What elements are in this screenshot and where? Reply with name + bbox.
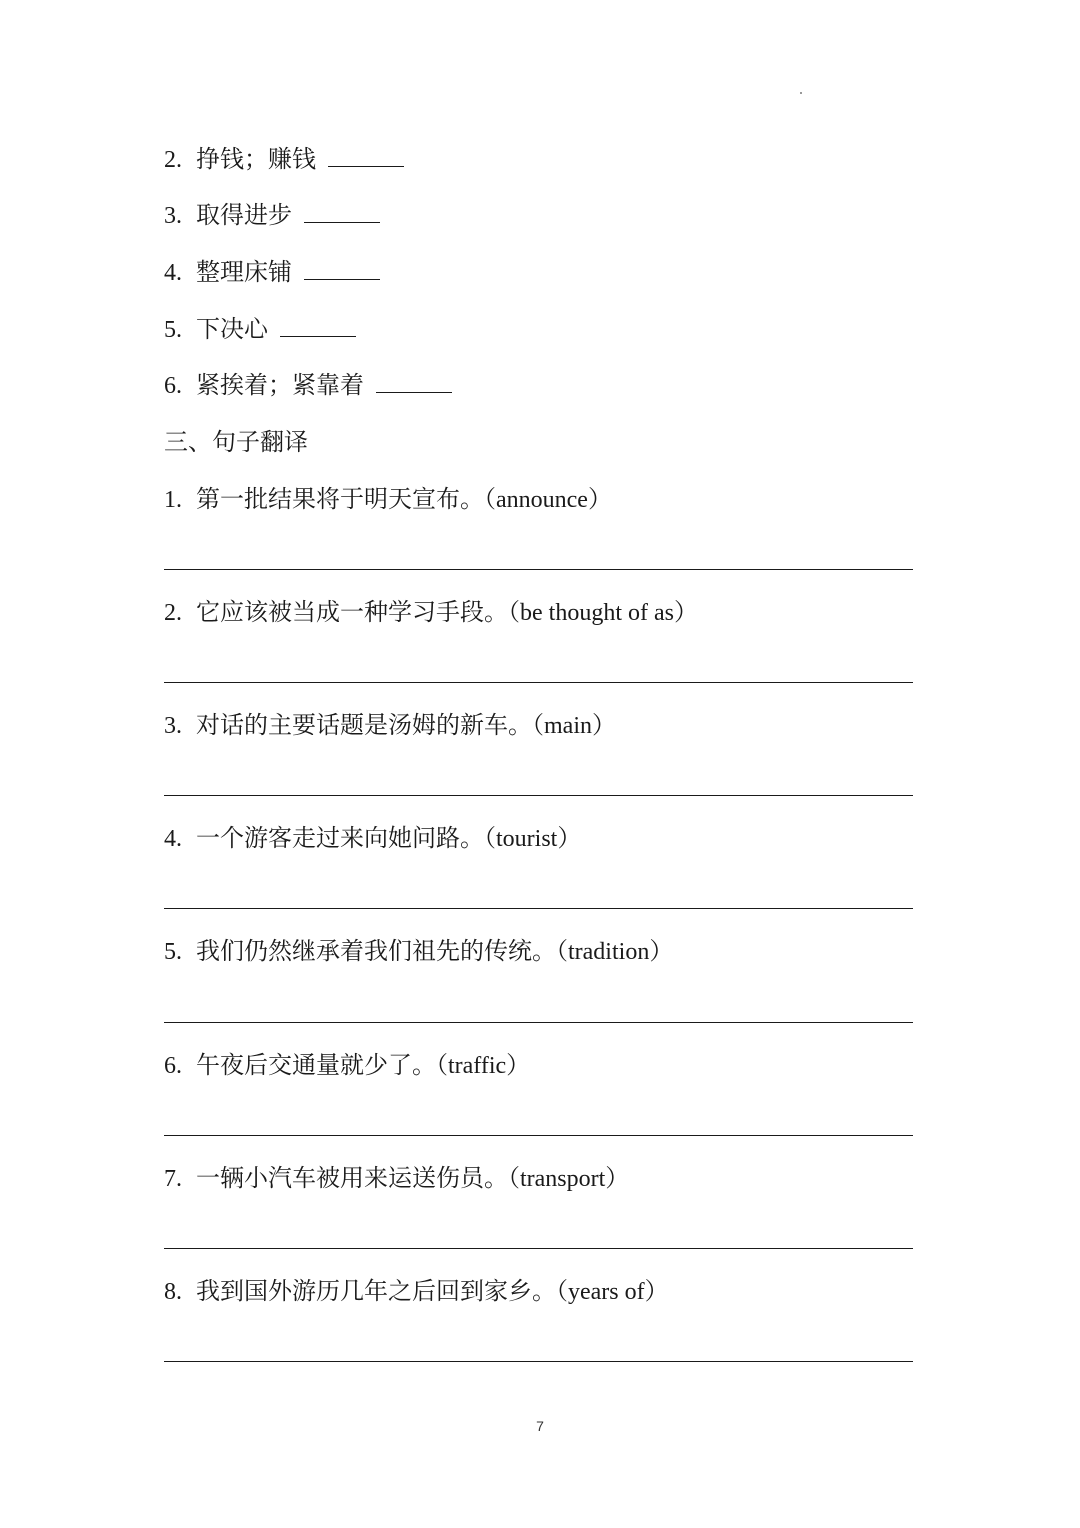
item-number: 8. [164, 1279, 182, 1305]
item-number: 2. [164, 147, 182, 173]
answer-line[interactable] [164, 1248, 913, 1249]
item-text: 我们仍然继承着我们祖先的传统。（tradition） [196, 939, 674, 965]
item-text: 我到国外游历几年之后回到家乡。（years of） [196, 1279, 669, 1305]
item-text: 一个游客走过来向她问路。（tourist） [196, 826, 582, 852]
item-number: 2. [164, 600, 182, 626]
answer-line[interactable] [164, 1135, 913, 1136]
item-number: 6. [164, 373, 182, 399]
sentence-prompt [164, 484, 612, 516]
item-text: 挣钱；赚钱 [196, 147, 316, 173]
item-number: 4. [164, 260, 182, 286]
vocab-item [164, 370, 452, 402]
item-number: 7. [164, 1166, 182, 1192]
item-text: 对话的主要话题是汤姆的新车。（main） [196, 713, 616, 739]
item-text: 一辆小汽车被用来运送伤员。（transport） [196, 1166, 630, 1192]
answer-line[interactable] [164, 1022, 913, 1023]
answer-blank[interactable] [328, 144, 404, 167]
answer-blank[interactable] [376, 370, 452, 393]
vocab-item [164, 257, 380, 289]
item-text: 紧挨着；紧靠着 [196, 373, 364, 399]
sentence-prompt [164, 1276, 669, 1308]
answer-blank[interactable] [304, 257, 380, 280]
item-text: 整理床铺 [196, 260, 292, 286]
answer-line[interactable] [164, 908, 913, 909]
item-number: 6. [164, 1053, 182, 1079]
sentence-prompt [164, 936, 673, 968]
item-number: 3. [164, 203, 182, 229]
sentence-prompt [164, 1050, 530, 1082]
item-text: 它应该被当成一种学习手段。（be thought of as） [196, 600, 698, 626]
answer-line[interactable] [164, 569, 913, 570]
item-number: 4. [164, 826, 182, 852]
vocab-item [164, 314, 356, 346]
answer-blank[interactable] [280, 314, 356, 337]
item-number: 3. [164, 713, 182, 739]
item-text: 取得进步 [196, 203, 292, 229]
vocab-item [164, 144, 404, 176]
item-number: 5. [164, 939, 182, 965]
item-text: 午夜后交通量就少了。（traffic） [196, 1053, 531, 1079]
sentence-prompt [164, 1163, 629, 1195]
sentence-prompt [164, 823, 581, 855]
answer-line[interactable] [164, 682, 913, 683]
answer-blank[interactable] [304, 200, 380, 223]
item-number: 1. [164, 487, 182, 513]
sentence-prompt [164, 710, 616, 742]
item-text: 下决心 [196, 317, 268, 343]
sentence-prompt [164, 597, 698, 629]
item-number: 5. [164, 317, 182, 343]
item-text: 第一批结果将于明天宣布。（announce） [196, 487, 612, 513]
vocab-item [164, 200, 380, 232]
answer-line[interactable] [164, 1361, 913, 1362]
scan-speck [800, 92, 802, 94]
page-number: 7 [536, 1418, 544, 1434]
section-title: 三、句子翻译 [164, 430, 308, 456]
answer-line[interactable] [164, 795, 913, 796]
